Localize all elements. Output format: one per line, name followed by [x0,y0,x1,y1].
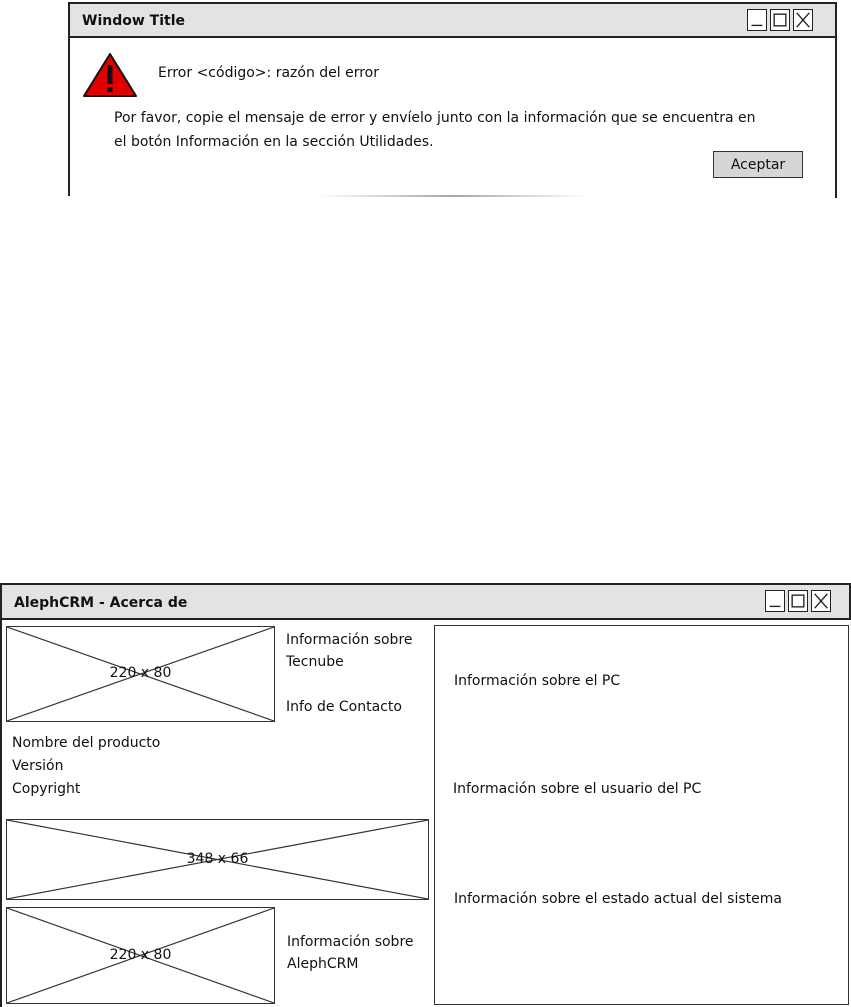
product-version: Versión [12,758,64,774]
about-window-left-border [0,618,2,1007]
product-logo-size-label: 220 x 80 [109,947,172,963]
tecnube-info-line-2: Tecnube [286,654,344,670]
close-icon [812,591,830,611]
company-logo-size-label: 220 x 80 [109,665,172,681]
close-icon [794,10,812,30]
about-window-title: AlephCRM - Acerca de [14,595,188,611]
banner-size-label: 348 x 66 [186,851,249,867]
pc-info: Información sobre el PC [454,673,621,689]
minimize-icon [766,591,784,611]
contact-info-link[interactable]: Info de Contacto [286,699,402,715]
product-name: Nombre del producto [12,735,161,751]
minimize-icon [748,10,766,30]
error-instructions-line-2: el botón Información en la sección Utilidades. [114,134,434,150]
maximize-icon [789,591,807,611]
tecnube-info-line-1: Información sobre [286,632,413,648]
maximize-icon [771,10,789,30]
error-dialog-right-border [835,36,837,198]
system-info-panel [434,625,849,1005]
warning-triangle-icon [82,52,138,98]
error-message: Error <código>: razón del error [158,65,379,81]
alephcrm-info-line-1: Información sobre [287,934,414,950]
product-logo-image [6,907,275,1004]
error-dialog-titlebar[interactable] [68,2,837,38]
close-button[interactable] [811,590,831,612]
about-window-titlebar[interactable] [0,583,851,620]
maximize-button[interactable] [770,9,790,31]
error-dialog-left-border [68,36,70,196]
error-dialog-window [68,2,837,198]
error-dialog-bottom-fade [318,195,588,197]
close-button[interactable] [793,9,813,31]
system-state-info: Información sobre el estado actual del sistema [454,891,782,907]
alephcrm-info-line-2: AlephCRM [287,956,359,972]
banner-image [6,819,429,900]
maximize-button[interactable] [788,590,808,612]
pc-user-info: Información sobre el usuario del PC [453,781,702,797]
minimize-button[interactable] [765,590,785,612]
product-copyright: Copyright [12,781,81,797]
accept-button[interactable]: Aceptar [713,151,803,178]
error-dialog-title: Window Title [82,13,185,29]
error-instructions-line-1: Por favor, copie el mensaje de error y envíelo junto con la información que se encuentra en [114,110,756,126]
company-logo-image [6,626,275,722]
minimize-button[interactable] [747,9,767,31]
about-window [0,583,851,1007]
